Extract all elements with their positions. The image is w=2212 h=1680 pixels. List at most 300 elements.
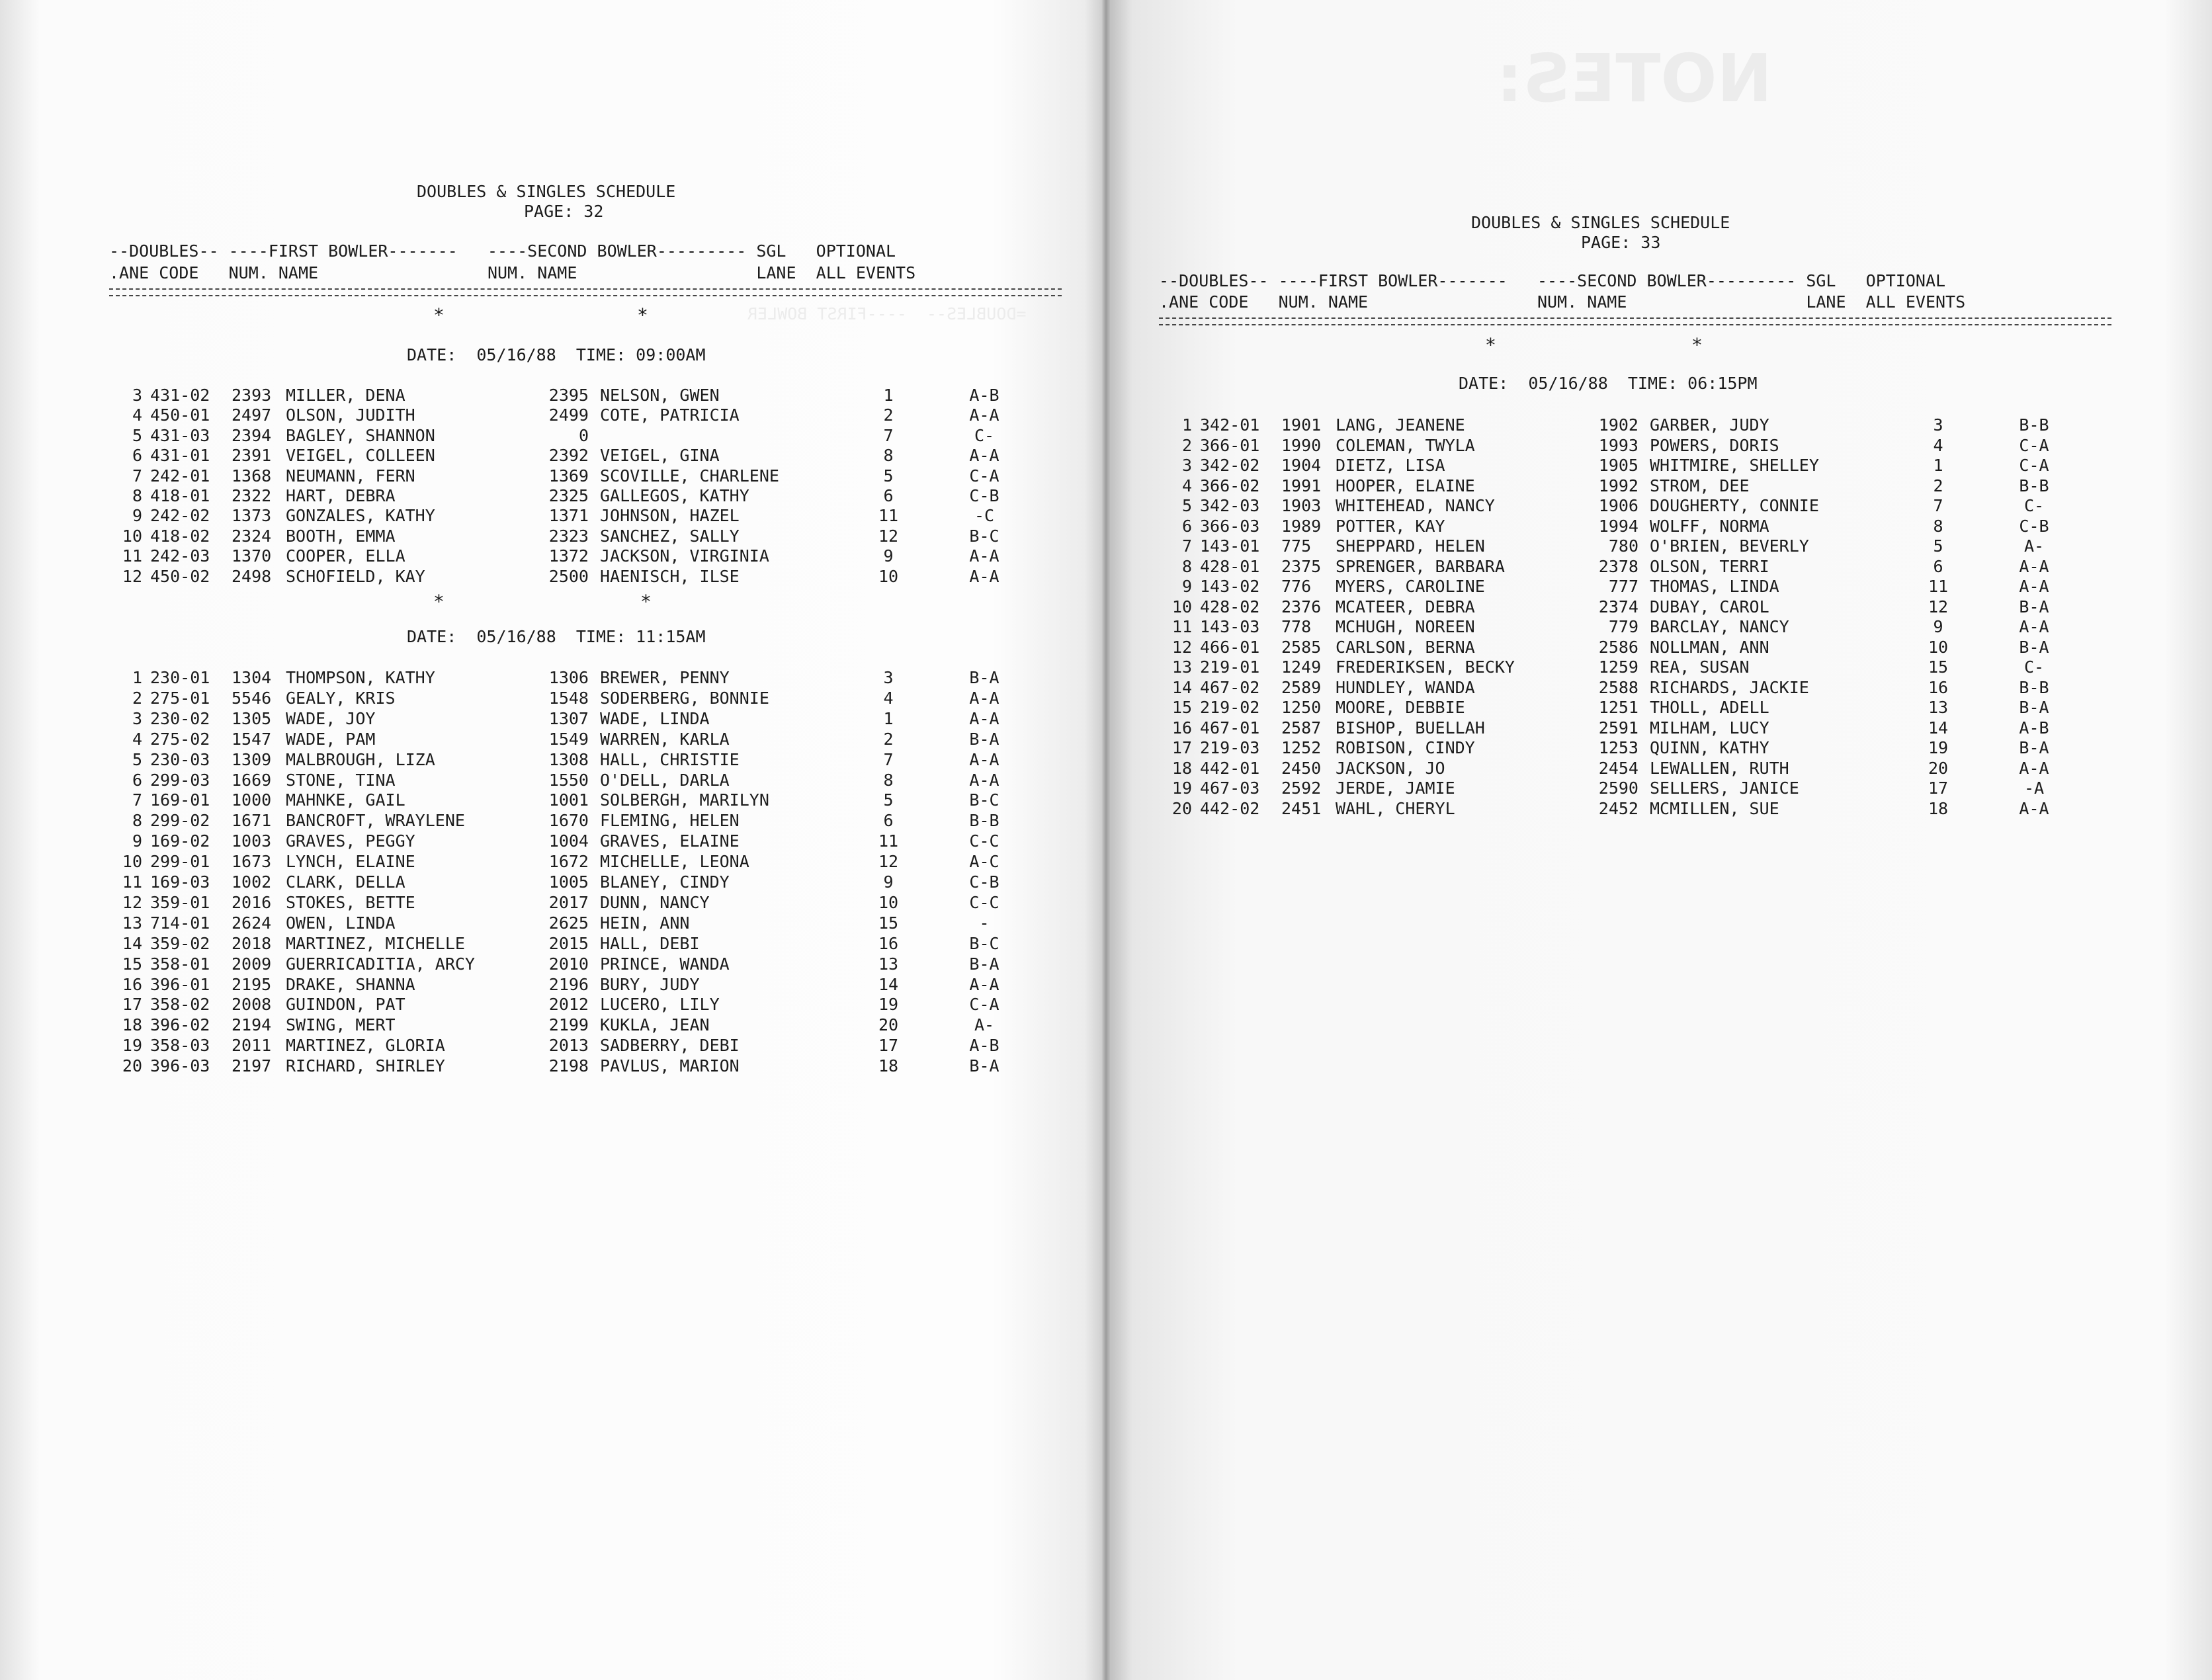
cell-name2: GALLEGOS, KATHY	[600, 486, 749, 505]
cell-code: 275-01	[150, 688, 210, 708]
table-row	[109, 771, 1035, 790]
cell-sgl: 7	[1933, 496, 1943, 515]
cell-num2: 1549	[548, 729, 589, 749]
cell-lane: 15	[1171, 698, 1192, 717]
cell-lane: 4	[132, 729, 142, 749]
cell-sgl: 12	[878, 852, 899, 872]
cell-num2: 2454	[1598, 758, 1638, 778]
cell-num1: 1368	[232, 466, 272, 485]
cell-name2: STROM, DEE	[1650, 476, 1750, 495]
cell-opt: A-	[974, 1015, 995, 1035]
header-rule-top	[1159, 317, 2111, 319]
separator-star: *	[640, 591, 652, 612]
table-row	[109, 689, 1035, 708]
cell-name2: QUINN, KATHY	[1650, 738, 1769, 757]
cell-num2: 2325	[548, 486, 589, 505]
cell-num2: 2499	[548, 405, 589, 425]
cell-name1: FREDERIKSEN, BECKY	[1336, 657, 1515, 677]
cell-lane: 1	[1181, 415, 1192, 435]
cell-sgl: 16	[878, 933, 899, 953]
table-row	[109, 872, 1035, 892]
cell-num1: 1673	[232, 852, 272, 872]
cell-code: 358-02	[150, 995, 210, 1015]
cell-name1: RICHARD, SHIRLEY	[286, 1056, 445, 1076]
cell-sgl: 16	[1928, 677, 1949, 697]
cell-lane: 5	[132, 425, 142, 445]
cell-name1: GUINDON, PAT	[286, 995, 405, 1015]
cell-name2: OLSON, TERRI	[1650, 556, 1769, 576]
cell-name1: CLARK, DELLA	[286, 872, 405, 892]
cell-code: 358-01	[150, 954, 210, 974]
cell-lane: 7	[132, 790, 142, 810]
cell-num2: 1001	[548, 790, 589, 810]
cell-sgl: 11	[1928, 577, 1949, 596]
cell-num1: 2009	[232, 954, 272, 974]
cell-num2: 1308	[548, 749, 589, 769]
cell-name1: OWEN, LINDA	[286, 913, 396, 933]
cell-code: 358-03	[150, 1036, 210, 1056]
cell-name1: GRAVES, PEGGY	[286, 831, 415, 851]
separator-star: *	[433, 304, 445, 326]
table-row	[109, 546, 1035, 566]
cell-opt: C-C	[969, 831, 1000, 851]
cell-opt: C-	[974, 425, 995, 445]
cell-opt: C-C	[969, 892, 1000, 912]
cell-num1: 2322	[232, 486, 272, 505]
cell-num2: 1004	[548, 831, 589, 851]
table-row	[1159, 698, 2085, 718]
cell-opt: C-A	[969, 995, 1000, 1015]
cell-sgl: 5	[883, 790, 894, 810]
cell-code: 169-01	[150, 790, 210, 810]
table-row	[1159, 415, 2085, 435]
cell-opt: A-A	[969, 405, 1000, 425]
cell-name2: LEWALLEN, RUTH	[1650, 758, 1789, 778]
cell-sgl: 9	[1933, 617, 1943, 636]
cell-opt: A-A	[2019, 798, 2049, 818]
cell-lane: 2	[132, 688, 142, 708]
table-row	[109, 506, 1035, 526]
cell-code: 359-01	[150, 892, 210, 912]
cell-num1: 2450	[1281, 758, 1322, 778]
cell-num2: 2395	[548, 386, 589, 405]
cell-num1: 1249	[1281, 657, 1322, 677]
cell-name2: DOUGHERTY, CONNIE	[1650, 496, 1819, 515]
cell-name1: MILLER, DENA	[286, 386, 405, 405]
page-number: PAGE: 33	[1581, 233, 1661, 252]
table-row	[1159, 738, 2085, 758]
cell-opt: A-B	[969, 1036, 1000, 1056]
cell-code: 714-01	[150, 913, 210, 933]
cell-code: 342-03	[1200, 496, 1260, 515]
cell-opt: C-	[2023, 657, 2045, 677]
cell-opt: A-A	[2019, 758, 2049, 778]
cell-lane: 17	[1171, 738, 1192, 757]
schedule-title: DOUBLES & SINGLES SCHEDULE	[417, 182, 676, 201]
cell-code: 242-03	[150, 546, 210, 566]
cell-sgl: 5	[1933, 536, 1943, 556]
cell-num2: 2199	[548, 1015, 589, 1035]
cell-name2: NELSON, GWEN	[600, 386, 720, 405]
cell-sgl: 12	[1928, 597, 1949, 616]
cell-name2: BURY, JUDY	[600, 974, 700, 994]
cell-lane: 8	[132, 486, 142, 505]
cell-sgl: 4	[883, 688, 894, 708]
cell-opt: A-A	[969, 708, 1000, 728]
cell-num2: 1306	[548, 668, 589, 687]
table-row	[109, 934, 1035, 954]
table-row	[1159, 678, 2085, 698]
cell-sgl: 3	[1933, 415, 1943, 435]
cell-sgl: 18	[878, 1056, 899, 1076]
cell-num1: 1003	[232, 831, 272, 851]
cell-opt: B-B	[969, 811, 1000, 831]
cell-num1: 2497	[232, 405, 272, 425]
cell-name2: REA, SUSAN	[1650, 657, 1750, 677]
cell-name1: WADE, JOY	[286, 708, 376, 728]
cell-code: 219-03	[1200, 738, 1260, 757]
table-row	[109, 831, 1035, 851]
cell-name2: HEIN, ANN	[600, 913, 690, 933]
cell-num2: 1670	[548, 811, 589, 831]
cell-sgl: 6	[1933, 556, 1943, 576]
cell-name1: STONE, TINA	[286, 770, 396, 790]
cell-opt: B-A	[969, 1056, 1000, 1076]
cell-num2: 1307	[548, 708, 589, 728]
cell-num1: 1250	[1281, 698, 1322, 717]
cell-sgl: 20	[1928, 758, 1949, 778]
cell-code: 431-03	[150, 425, 210, 445]
cell-num1: 2585	[1281, 637, 1322, 657]
cell-lane: 4	[132, 405, 142, 425]
column-header-line1: --DOUBLES-- ----FIRST BOWLER------- ----SECOND BOWLER--------- SGL OPTIONAL	[109, 241, 896, 261]
cell-sgl: 17	[1928, 778, 1949, 798]
cell-name2: O'DELL, DARLA	[600, 770, 730, 790]
cell-num1: 2589	[1281, 677, 1322, 697]
cell-name2: MICHELLE, LEONA	[600, 852, 749, 872]
table-row	[109, 668, 1035, 688]
cell-opt: B-C	[969, 526, 1000, 546]
table-row	[1159, 759, 2085, 778]
cell-opt: A-B	[969, 386, 1000, 405]
table-row	[109, 466, 1035, 486]
cell-num2: 1550	[548, 770, 589, 790]
cell-code: 299-02	[150, 811, 210, 831]
cell-sgl: 13	[1928, 698, 1949, 717]
header-rule-top	[109, 288, 1062, 290]
cell-num2: 1548	[548, 688, 589, 708]
cell-name2: LUCERO, LILY	[600, 995, 720, 1015]
cell-num1: 2008	[232, 995, 272, 1015]
table-row	[109, 386, 1035, 405]
cell-code: 396-03	[150, 1056, 210, 1076]
cell-num1: 2587	[1281, 718, 1322, 737]
cell-num1: 2195	[232, 974, 272, 994]
table-row	[109, 526, 1035, 546]
cell-lane: 1	[132, 668, 142, 687]
table-row	[1159, 517, 2085, 536]
cell-num2: 2452	[1598, 798, 1638, 818]
table-row	[1159, 577, 2085, 597]
cell-lane: 20	[122, 1056, 142, 1076]
table-row	[1159, 799, 2085, 819]
cell-lane: 9	[1181, 577, 1192, 596]
cell-num2: 2500	[548, 566, 589, 586]
cell-num1: 1669	[232, 770, 272, 790]
cell-sgl: 2	[883, 405, 894, 425]
cell-sgl: 6	[883, 811, 894, 831]
cell-name2: SODERBERG, BONNIE	[600, 688, 769, 708]
cell-lane: 12	[122, 566, 142, 586]
cell-num1: 2018	[232, 933, 272, 953]
cell-name1: WAHL, CHERYL	[1336, 798, 1455, 818]
column-header-line2: .ANE CODE NUM. NAME NUM. NAME LANE ALL EVENTS	[109, 263, 916, 282]
cell-code: 230-01	[150, 668, 210, 687]
cell-code: 418-02	[150, 526, 210, 546]
cell-opt: A-B	[2019, 718, 2049, 737]
page-number: PAGE: 32	[524, 202, 604, 221]
cell-lane: 4	[1181, 476, 1192, 495]
cell-sgl: 3	[883, 668, 894, 687]
cell-name2: WHITMIRE, SHELLEY	[1650, 456, 1819, 475]
cell-name1: BISHOP, BUELLAH	[1336, 718, 1485, 737]
cell-name1: VEIGEL, COLLEEN	[286, 446, 435, 466]
cell-opt: -A	[2023, 778, 2045, 798]
cell-num1: 2375	[1281, 556, 1322, 576]
cell-sgl: 2	[883, 729, 894, 749]
cell-num1: 2376	[1281, 597, 1322, 616]
session-date-time: DATE: 05/16/88 TIME: 11:15AM	[407, 627, 706, 646]
cell-name2: SOLBERGH, MARILYN	[600, 790, 769, 810]
cell-name2: BLANEY, CINDY	[600, 872, 730, 892]
table-row	[109, 446, 1035, 466]
cell-code: 467-01	[1200, 718, 1260, 737]
table-row	[109, 811, 1035, 831]
cell-name1: BOOTH, EMMA	[286, 526, 396, 546]
cell-sgl: 15	[878, 913, 899, 933]
cell-code: 299-03	[150, 770, 210, 790]
table-row	[1159, 456, 2085, 476]
cell-name1: MCHUGH, NOREEN	[1336, 617, 1475, 636]
cell-opt: C-A	[2019, 435, 2049, 455]
cell-num1: 1671	[232, 811, 272, 831]
cell-num2: 1992	[1598, 476, 1638, 495]
cell-code: 143-02	[1200, 577, 1260, 596]
cell-lane: 11	[122, 872, 142, 892]
cell-opt: A-A	[2019, 556, 2049, 576]
cell-sgl: 15	[1928, 657, 1949, 677]
cell-name2: FLEMING, HELEN	[600, 811, 740, 831]
cell-lane: 6	[132, 770, 142, 790]
cell-sgl: 1	[883, 708, 894, 728]
cell-opt: B-C	[969, 933, 1000, 953]
cell-opt: A-A	[2019, 617, 2049, 636]
cell-sgl: 20	[878, 1015, 899, 1035]
cell-name1: LANG, JEANENE	[1336, 415, 1465, 435]
cell-lane: 7	[132, 466, 142, 485]
cell-name2: THOMAS, LINDA	[1650, 577, 1779, 596]
cell-num2: 2017	[548, 892, 589, 912]
cell-code: 467-03	[1200, 778, 1260, 798]
cell-num1: 1991	[1281, 476, 1322, 495]
session-date-time: DATE: 05/16/88 TIME: 06:15PM	[1459, 374, 1758, 393]
separator-star: *	[637, 304, 648, 326]
cell-opt: B-A	[2019, 738, 2049, 757]
cell-num1: 1989	[1281, 516, 1322, 536]
cell-num2: 1259	[1598, 657, 1638, 677]
cell-opt: A-A	[969, 546, 1000, 566]
cell-num1: 1370	[232, 546, 272, 566]
cell-name2: DUNN, NANCY	[600, 892, 710, 912]
cell-num1: 2624	[232, 913, 272, 933]
cell-lane: 5	[132, 749, 142, 769]
cell-lane: 17	[122, 995, 142, 1015]
cell-num2: 1672	[548, 852, 589, 872]
cell-name2: SADBERRY, DEBI	[600, 1036, 740, 1056]
table-row	[1159, 476, 2085, 496]
cell-code: 143-01	[1200, 536, 1260, 556]
cell-sgl: 6	[883, 486, 894, 505]
table-row	[109, 975, 1035, 995]
table-row	[109, 1015, 1035, 1035]
cell-name2: WADE, LINDA	[600, 708, 710, 728]
table-row	[1159, 597, 2085, 617]
cell-name1: MARTINEZ, MICHELLE	[286, 933, 465, 953]
cell-opt: B-C	[969, 790, 1000, 810]
cell-lane: 15	[122, 954, 142, 974]
cell-num1: 1904	[1281, 456, 1322, 475]
cell-num1: 1305	[232, 708, 272, 728]
table-row	[1159, 617, 2085, 637]
cell-code: 342-01	[1200, 415, 1260, 435]
cell-lane: 10	[122, 526, 142, 546]
table-row	[109, 790, 1035, 810]
cell-sgl: 7	[883, 749, 894, 769]
cell-opt: B-A	[2019, 597, 2049, 616]
cell-opt: B-A	[969, 729, 1000, 749]
cell-lane: 5	[1181, 496, 1192, 515]
cell-num1: 778	[1281, 617, 1312, 636]
cell-name1: DRAKE, SHANNA	[286, 974, 415, 994]
cell-code: 442-02	[1200, 798, 1260, 818]
cell-name1: MAHNKE, GAIL	[286, 790, 405, 810]
cell-name2: PRINCE, WANDA	[600, 954, 730, 974]
cell-name1: ROBISON, CINDY	[1336, 738, 1475, 757]
table-row	[109, 954, 1035, 974]
cell-code: 450-01	[150, 405, 210, 425]
cell-name1: OLSON, JUDITH	[286, 405, 415, 425]
cell-num2: 2012	[548, 995, 589, 1015]
cell-num1: 2592	[1281, 778, 1322, 798]
cell-num2: 779	[1608, 617, 1638, 636]
cell-code: 366-03	[1200, 516, 1260, 536]
cell-num2: 2198	[548, 1056, 589, 1076]
cell-code: 169-02	[150, 831, 210, 851]
cell-opt: A-A	[969, 566, 1000, 586]
cell-opt: A-A	[2019, 577, 2049, 596]
cell-name1: MARTINEZ, GLORIA	[286, 1036, 445, 1056]
cell-code: 431-02	[150, 386, 210, 405]
cell-num2: 2013	[548, 1036, 589, 1056]
bleed-through-notes-heading: NOTES:	[1496, 40, 1773, 117]
cell-opt: B-A	[969, 668, 1000, 687]
cell-opt: B-B	[2019, 476, 2049, 495]
cell-sgl: 19	[878, 995, 899, 1015]
cell-num2: 1005	[548, 872, 589, 892]
cell-num2: 2323	[548, 526, 589, 546]
cell-num1: 2016	[232, 892, 272, 912]
cell-num1: 2324	[232, 526, 272, 546]
cell-name1: MOORE, DEBBIE	[1336, 698, 1465, 717]
cell-num2: 1251	[1598, 698, 1638, 717]
cell-num2: 0	[578, 425, 589, 445]
cell-name1: LYNCH, ELAINE	[286, 852, 415, 872]
cell-num2: 2591	[1598, 718, 1638, 737]
separator-star: *	[1485, 334, 1496, 356]
cell-lane: 19	[122, 1036, 142, 1056]
table-row	[109, 567, 1035, 587]
cell-num2: 1902	[1598, 415, 1638, 435]
cell-num1: 2197	[232, 1056, 272, 1076]
cell-num2: 777	[1608, 577, 1638, 596]
cell-name2: GARBER, JUDY	[1650, 415, 1769, 435]
cell-name1: GEALY, KRIS	[286, 688, 396, 708]
cell-code: 418-01	[150, 486, 210, 505]
cell-sgl: 19	[1928, 738, 1949, 757]
session-date-time: DATE: 05/16/88 TIME: 09:00AM	[407, 345, 706, 364]
cell-sgl: 11	[878, 831, 899, 851]
cell-opt: C-A	[2019, 456, 2049, 475]
cell-lane: 14	[1171, 677, 1192, 697]
cell-num1: 1252	[1281, 738, 1322, 757]
cell-name1: SWING, MERT	[286, 1015, 396, 1035]
cell-name1: SCHOFIELD, KAY	[286, 566, 425, 586]
cell-name2: RICHARDS, JACKIE	[1650, 677, 1809, 697]
cell-sgl: 14	[1928, 718, 1949, 737]
cell-num2: 2588	[1598, 677, 1638, 697]
cell-lane: 18	[122, 1015, 142, 1035]
cell-name2: WARREN, KARLA	[600, 729, 730, 749]
cell-num1: 2011	[232, 1036, 272, 1056]
cell-sgl: 4	[1933, 435, 1943, 455]
cell-name2: BARCLAY, NANCY	[1650, 617, 1789, 636]
cell-opt: B-A	[969, 954, 1000, 974]
cell-num1: 1903	[1281, 496, 1322, 515]
cell-num1: 2498	[232, 566, 272, 586]
cell-num2: 1253	[1598, 738, 1638, 757]
cell-opt: A-A	[969, 688, 1000, 708]
cell-code: 359-02	[150, 933, 210, 953]
cell-num1: 2391	[232, 446, 272, 466]
cell-sgl: 10	[1928, 637, 1949, 657]
cell-lane: 6	[132, 446, 142, 466]
cell-num2: 2196	[548, 974, 589, 994]
cell-code: 466-01	[1200, 637, 1260, 657]
cell-name1: MALBROUGH, LIZA	[286, 749, 435, 769]
cell-sgl: 9	[883, 872, 894, 892]
table-row	[109, 750, 1035, 770]
cell-name2: BREWER, PENNY	[600, 668, 730, 687]
cell-opt: B-A	[2019, 637, 2049, 657]
table-row	[1159, 557, 2085, 577]
column-header-line2: .ANE CODE NUM. NAME NUM. NAME LANE ALL EVENTS	[1159, 292, 1966, 312]
cell-opt: B-A	[2019, 698, 2049, 717]
cell-lane: 9	[132, 831, 142, 851]
table-row	[1159, 536, 2085, 556]
table-row	[109, 852, 1035, 872]
cell-lane: 12	[122, 892, 142, 912]
table-row	[109, 1056, 1035, 1076]
